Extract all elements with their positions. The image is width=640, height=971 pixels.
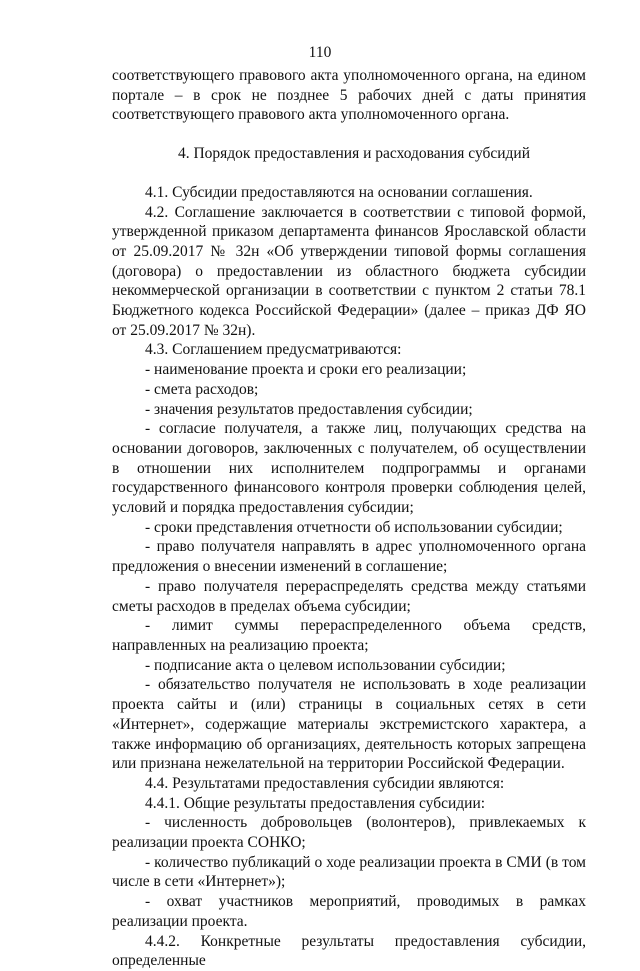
paragraph: соответствующего правового акта уполномоченного органа, на едином портале – в срок не позднее 5 рабочих дней с даты принятия соответствующего правового акта уполномоченного органа. bbox=[112, 67, 586, 124]
paragraph: 4.3. Соглашением предусматриваются: bbox=[145, 341, 402, 359]
paragraph: 4.4.1. Общие результаты предоставления субсидии: bbox=[145, 794, 486, 812]
paragraph: - значения результатов предоставления субсидии; bbox=[145, 400, 473, 418]
paragraph: - право получателя направлять в адрес уполномоченного органа предложения о внесении изменений в соглашение; bbox=[112, 538, 586, 576]
paragraph: - численность добровольцев (волонтеров), привлекаемых к реализации проекта СОНКО; bbox=[112, 814, 586, 852]
page-number: 110 bbox=[308, 44, 332, 61]
paragraph: - право получателя перераспределять средства между статьями сметы расходов в пределах объема субсидии; bbox=[112, 577, 586, 615]
paragraph: - наименование проекта и сроки его реализации; bbox=[145, 361, 467, 379]
paragraph: - сроки представления отчетности об использовании субсидии; bbox=[145, 518, 563, 536]
paragraph: - смета расходов; bbox=[145, 380, 259, 398]
paragraph: - количество публикаций о ходе реализации проекта в СМИ (в том числе в сети «Интернет»); bbox=[112, 853, 586, 891]
paragraph: 4.4.2. Конкретные результаты предоставления субсидии, определенные bbox=[112, 932, 586, 970]
paragraph: 4.1. Субсидии предоставляются на основании соглашения. bbox=[145, 183, 533, 201]
paragraph: - согласие получателя, а также лиц, получающих средства на основании договоров, заключенных с получателем, об осуществлении в отношении них исполнителем подпрограммы и органами государственного финансового контроля проверки соблюдения целей, условий и порядка предоставления субсидии; bbox=[112, 420, 586, 517]
paragraph: - обязательство получателя не использовать в ходе реализации проекта сайты и (или) страницы в социальных сетях в сети «Интернет», содержащие материалы экстремистского характера, а также информацию об организациях, деятельность которых запрещена или признана нежелательной на территории Российской Федерации. bbox=[112, 676, 586, 773]
paragraph: - подписание акта о целевом использовании субсидии; bbox=[145, 656, 506, 674]
paragraph: 4.2. Соглашение заключается в соответствии с типовой формой, утвержденной приказом департамента финансов Ярославской области от 25.09.2017 № 32н «Об утверждении типовой формы соглашения (договора) о предоставлении из областного бюджета субсидии некоммерческой организации в соответствии с пунктом 2 статьи 78.1 Бюджетного кодекса Российской Федерации» (далее – приказ ДФ ЯО от 25.09.2017 № 32н). bbox=[112, 203, 586, 339]
paragraph: 4.4. Результатами предоставления субсидии являются: bbox=[145, 774, 505, 792]
paragraph: - лимит суммы перераспределенного объема средств, направленных на реализацию проекта; bbox=[112, 617, 586, 654]
paragraph: - охват участников мероприятий, проводимых в рамках реализации проекта. bbox=[112, 893, 586, 930]
section-heading: 4. Порядок предоставления и расходования субсидий bbox=[177, 145, 531, 163]
document-body bbox=[112, 66, 586, 971]
